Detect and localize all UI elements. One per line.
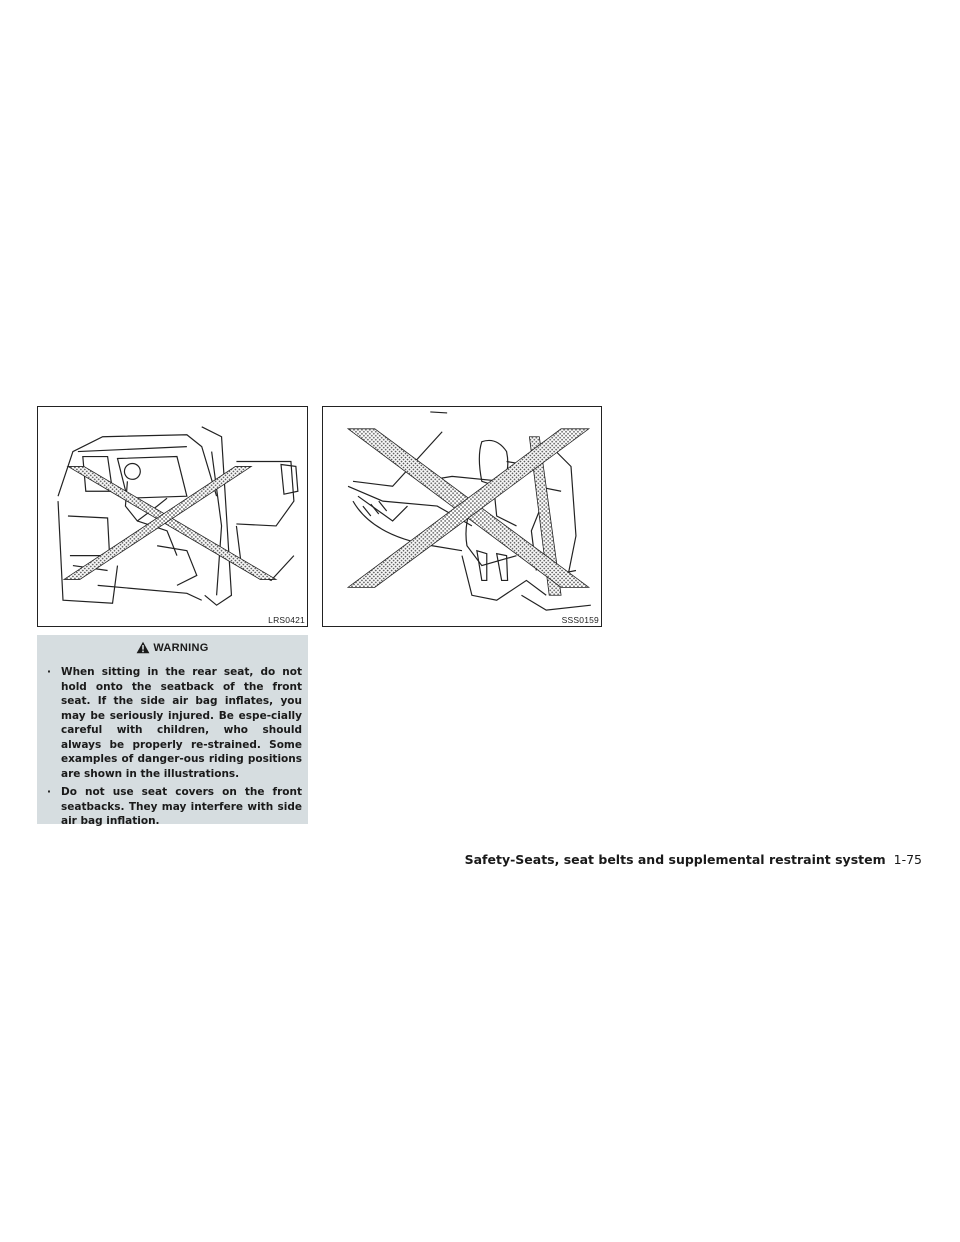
figure-code: LRS0421: [268, 615, 305, 625]
warning-triangle-icon: [136, 641, 150, 654]
page-footer: [465, 852, 922, 867]
warning-item-text: Do not use seat covers on the front seatbacks. They may interfere with side air bag inflation.: [61, 786, 302, 827]
warning-item-text: When sitting in the rear seat, do not hold onto the seatback of the front seat. If the side air bag inflates, you may be seriously injured. Be espe-cially careful with children, who should always be properly re-strained. Some examples of danger-ous riding positions are shown in the illustrations.: [61, 666, 302, 780]
rear-seat-occupant-crossed-out-illustration: [38, 407, 307, 626]
front-seat-occupant-crossed-out-illustration: [323, 407, 601, 626]
figure-rear-seat: [37, 406, 308, 627]
warning-item: [47, 785, 302, 829]
bullet: ·: [47, 786, 51, 798]
warning-item: [47, 665, 302, 781]
figure-code: SSS0159: [561, 615, 599, 625]
section-title: Safety-Seats, seat belts and supplemental restraint system: [464, 852, 886, 867]
warning-title: WARNING: [153, 642, 209, 654]
warning-box: [37, 635, 308, 827]
bullet: ·: [47, 666, 51, 678]
warning-list: [47, 665, 302, 833]
page-number: 1-75: [893, 852, 922, 867]
warning-heading: [37, 641, 308, 654]
figure-front-seat: [322, 406, 602, 627]
